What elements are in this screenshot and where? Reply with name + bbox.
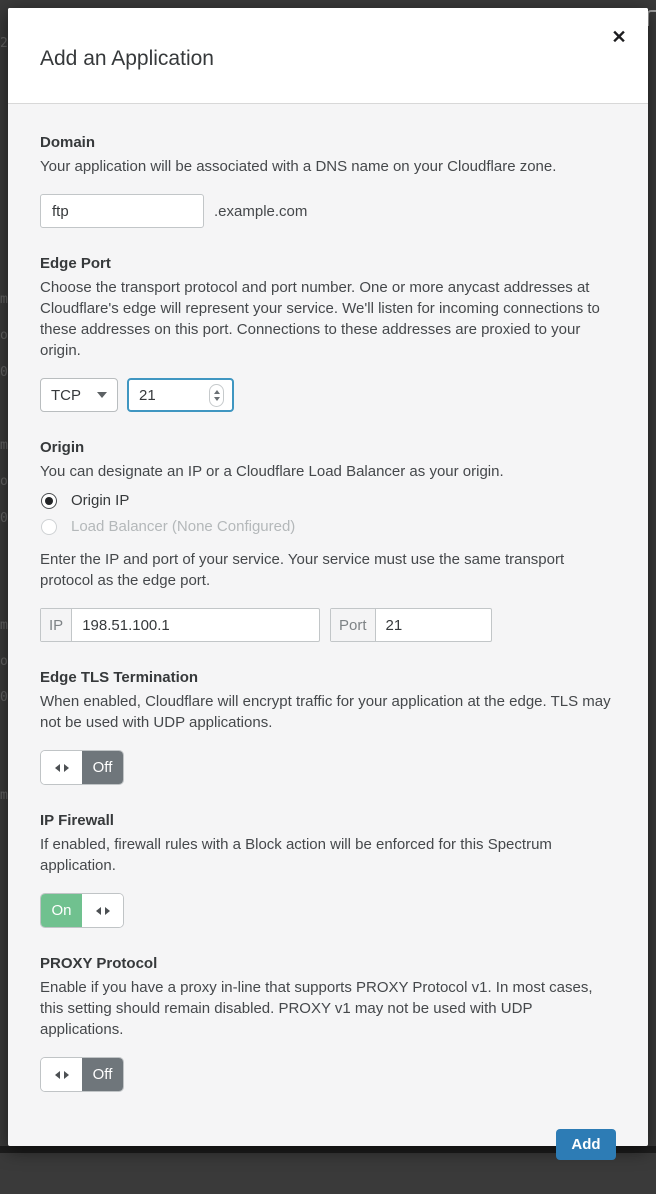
origin-radio-group xyxy=(40,492,616,535)
background-text-fragment: m xyxy=(0,292,8,307)
background-text-fragment: m xyxy=(0,438,8,453)
edge-port-input[interactable] xyxy=(139,387,194,404)
domain-description: Your application will be associated with a DNS name on your Cloudflare zone. xyxy=(40,158,557,175)
origin-section xyxy=(40,439,616,642)
chevron-down-icon xyxy=(97,392,107,398)
edge-tls-description: When enabled, Cloudflare will encrypt traffic for your application at the edge. TLS may not be used with UDP applications. xyxy=(40,693,611,731)
background-text-fragment: 0 xyxy=(0,511,8,526)
domain-section xyxy=(40,134,616,228)
origin-ip-port-instructions: Enter the IP and port of your service. Your service must use the same transport protocol as the edge port. xyxy=(40,551,565,589)
background-text-fragment: o xyxy=(0,474,8,489)
modal-footer xyxy=(8,1119,648,1194)
modal-header xyxy=(8,8,648,104)
edge-tls-toggle[interactable] xyxy=(40,750,124,785)
ip-firewall-section xyxy=(40,812,616,928)
port-prefix-label: Port xyxy=(331,609,376,641)
ip-prefix-label: IP xyxy=(41,609,72,641)
background-text-fragment: m xyxy=(0,618,8,633)
origin-ip-port-row xyxy=(40,608,616,642)
modal-title: Add an Application xyxy=(40,47,214,70)
protocol-select[interactable] xyxy=(40,378,118,412)
origin-ip-radio[interactable] xyxy=(40,492,616,509)
edge-port-label: Edge Port xyxy=(40,255,111,272)
radio-disabled-icon xyxy=(41,519,57,535)
ip-firewall-toggle-state: On xyxy=(41,894,82,927)
origin-port-input[interactable] xyxy=(376,609,486,641)
stepper-up-icon[interactable] xyxy=(214,390,220,394)
edge-port-number-field xyxy=(127,378,234,412)
stepper-down-icon[interactable] xyxy=(214,397,220,401)
ip-firewall-toggle[interactable] xyxy=(40,893,124,928)
load-balancer-radio-label: Load Balancer (None Configured) xyxy=(71,518,296,535)
origin-description: You can designate an IP or a Cloudflare Load Balancer as your origin. xyxy=(40,463,504,480)
number-stepper-icon[interactable] xyxy=(209,384,224,407)
origin-ip-radio-label: Origin IP xyxy=(71,492,130,509)
edge-tls-toggle-state: Off xyxy=(82,751,123,784)
proxy-protocol-toggle[interactable] xyxy=(40,1057,124,1092)
proxy-protocol-section xyxy=(40,955,616,1092)
ip-firewall-description: If enabled, firewall rules with a Block action will be enforced for this Spectrum application. xyxy=(40,836,552,874)
toggle-arrows-icon xyxy=(41,751,82,784)
add-button[interactable]: Add xyxy=(556,1129,616,1160)
domain-input-row xyxy=(40,194,616,228)
edge-port-controls xyxy=(40,378,616,412)
origin-ip-field xyxy=(40,608,320,642)
ip-firewall-label: IP Firewall xyxy=(40,812,114,829)
edge-port-section xyxy=(40,255,616,412)
edge-tls-label: Edge TLS Termination xyxy=(40,669,199,686)
origin-ip-input[interactable] xyxy=(72,609,310,641)
domain-label: Domain xyxy=(40,134,96,151)
background-text-fragment: o xyxy=(0,328,8,343)
background-text-fragment: o xyxy=(0,654,8,669)
close-icon[interactable]: ✕ xyxy=(607,25,631,49)
proxy-protocol-description: Enable if you have a proxy in-line that supports PROXY Protocol v1. In most cases, this setting should remain disabled. PROXY v1 may not be used with UDP applications. xyxy=(40,979,593,1038)
toggle-arrows-icon xyxy=(82,894,123,927)
origin-port-field xyxy=(330,608,492,642)
origin-label: Origin xyxy=(40,439,85,456)
radio-selected-icon[interactable] xyxy=(41,493,57,509)
toggle-arrows-icon xyxy=(41,1058,82,1091)
proxy-protocol-label: PROXY Protocol xyxy=(40,955,158,972)
background-text-fragment: m xyxy=(0,788,8,803)
background-text-fragment: 2 xyxy=(0,36,8,51)
background-text-fragment: 0 xyxy=(0,365,8,380)
add-application-modal xyxy=(8,8,648,1153)
load-balancer-radio xyxy=(40,518,616,535)
proxy-protocol-toggle-state: Off xyxy=(82,1058,123,1091)
background-window-corner xyxy=(647,10,656,26)
modal-body xyxy=(8,104,648,1119)
domain-input[interactable] xyxy=(40,194,204,228)
protocol-selected-value: TCP xyxy=(51,386,81,404)
edge-port-description: Choose the transport protocol and port number. One or more anycast addresses at Cloudflare's edge will represent your service. We'll listen for incoming connections to these addresses on this port. Connections to these addresses are proxied to your origin. xyxy=(40,279,600,359)
edge-tls-section xyxy=(40,669,616,785)
domain-suffix: .example.com xyxy=(214,202,308,220)
background-text-fragment: 0 xyxy=(0,690,8,705)
